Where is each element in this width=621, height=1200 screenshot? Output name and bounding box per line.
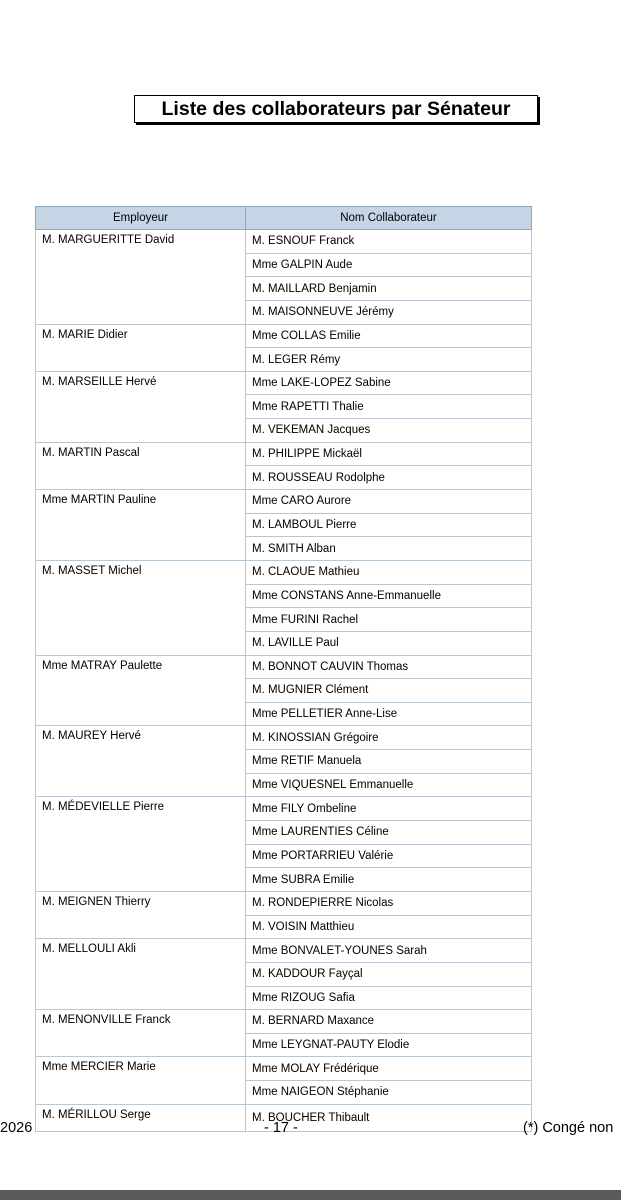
collaborator-cell: Mme BONVALET-YOUNES Sarah <box>246 939 532 963</box>
collaborator-cell: M. CLAOUE Mathieu <box>246 560 532 584</box>
table-row <box>36 797 532 821</box>
collaborator-cell: M. BONNOT CAUVIN Thomas <box>246 655 532 679</box>
collaborator-cell: M. VOISIN Matthieu <box>246 915 532 939</box>
page-title: Liste des collaborateurs par Sénateur <box>134 95 538 123</box>
table-row <box>36 490 532 514</box>
employer-cell: M. MASSET Michel <box>36 560 246 655</box>
employer-cell: M. MARGUERITTE David <box>36 230 246 325</box>
collaborator-cell: M. KADDOUR Fayçal <box>246 962 532 986</box>
collaborator-cell: M. KINOSSIAN Grégoire <box>246 726 532 750</box>
collaborators-table <box>35 206 532 1132</box>
employer-cell: M. MEIGNEN Thierry <box>36 891 246 938</box>
employer-cell: Mme MATRAY Paulette <box>36 655 246 726</box>
table-body <box>36 230 532 1132</box>
collaborator-cell: M. MAISONNEUVE Jérémy <box>246 300 532 324</box>
employer-cell: Mme MERCIER Marie <box>36 1057 246 1104</box>
table-row <box>36 891 532 915</box>
collaborator-cell: Mme FILY Ombeline <box>246 797 532 821</box>
collaborator-cell: Mme FURINI Rachel <box>246 608 532 632</box>
collaborator-cell: M. LEGER Rémy <box>246 348 532 372</box>
collaborator-cell: M. LAVILLE Paul <box>246 631 532 655</box>
collaborator-cell: Mme COLLAS Emilie <box>246 324 532 348</box>
collaborator-cell: Mme CARO Aurore <box>246 490 532 514</box>
employer-cell: Mme MARTIN Pauline <box>36 490 246 561</box>
employer-cell: M. MARSEILLE Hervé <box>36 371 246 442</box>
column-header-collaborator: Nom Collaborateur <box>246 207 532 230</box>
collaborator-cell: M. SMITH Alban <box>246 537 532 561</box>
collaborator-cell: Mme LAURENTIES Céline <box>246 821 532 845</box>
collaborator-cell: Mme RAPETTI Thalie <box>246 395 532 419</box>
collaborator-cell: Mme GALPIN Aude <box>246 253 532 277</box>
collaborator-cell: M. PHILIPPE Mickaël <box>246 442 532 466</box>
table-row <box>36 560 532 584</box>
table-row <box>36 939 532 963</box>
employer-cell: M. MENONVILLE Franck <box>36 1010 246 1057</box>
collaborator-cell: M. LAMBOUL Pierre <box>246 513 532 537</box>
table-header-row <box>36 207 532 230</box>
collaborator-cell: M. ESNOUF Franck <box>246 230 532 254</box>
footer-year: 2026 <box>0 1120 33 1136</box>
collaborator-cell: Mme LAKE-LOPEZ Sabine <box>246 371 532 395</box>
collaborator-cell: M. VEKEMAN Jacques <box>246 419 532 443</box>
table-row <box>36 324 532 348</box>
footer-note: (*) Congé non <box>523 1120 614 1136</box>
collaborator-cell: M. RONDEPIERRE Nicolas <box>246 891 532 915</box>
employer-cell: M. MAUREY Hervé <box>36 726 246 797</box>
employer-cell: M. MÉRILLOU Serge <box>36 1104 246 1132</box>
collaborator-cell: Mme MOLAY Frédérique <box>246 1057 532 1081</box>
table-row <box>36 442 532 466</box>
collaborator-cell: Mme RIZOUG Safia <box>246 986 532 1010</box>
table-row <box>36 1057 532 1081</box>
table-row <box>36 655 532 679</box>
employer-cell: M. MÉDEVIELLE Pierre <box>36 797 246 892</box>
collaborator-cell: M. BOUCHER Thibault <box>246 1104 532 1132</box>
collaborator-cell: Mme PORTARRIEU Valérie <box>246 844 532 868</box>
collaborator-cell: Mme LEYGNAT-PAUTY Elodie <box>246 1033 532 1057</box>
collaborator-cell: Mme NAIGEON Stéphanie <box>246 1081 532 1105</box>
collaborator-cell: Mme CONSTANS Anne-Emmanuelle <box>246 584 532 608</box>
table-row <box>36 230 532 254</box>
table-row <box>36 371 532 395</box>
collaborator-cell: Mme PELLETIER Anne-Lise <box>246 702 532 726</box>
collaborator-cell: M. MAILLARD Benjamin <box>246 277 532 301</box>
employer-cell: M. MELLOULI Akli <box>36 939 246 1010</box>
collaborator-cell: Mme SUBRA Emilie <box>246 868 532 892</box>
collaborator-cell: M. MUGNIER Clément <box>246 679 532 703</box>
collaborator-cell: M. BERNARD Maxance <box>246 1010 532 1034</box>
employer-cell: M. MARTIN Pascal <box>36 442 246 489</box>
collaborator-cell: Mme VIQUESNEL Emmanuelle <box>246 773 532 797</box>
table-row <box>36 726 532 750</box>
bottom-bar <box>0 1190 621 1200</box>
collaborator-cell: M. ROUSSEAU Rodolphe <box>246 466 532 490</box>
footer-page-number: - 17 - <box>264 1120 298 1136</box>
collaborator-cell: Mme RETIF Manuela <box>246 750 532 774</box>
table-row <box>36 1010 532 1034</box>
employer-cell: M. MARIE Didier <box>36 324 246 371</box>
column-header-employer: Employeur <box>36 207 246 230</box>
